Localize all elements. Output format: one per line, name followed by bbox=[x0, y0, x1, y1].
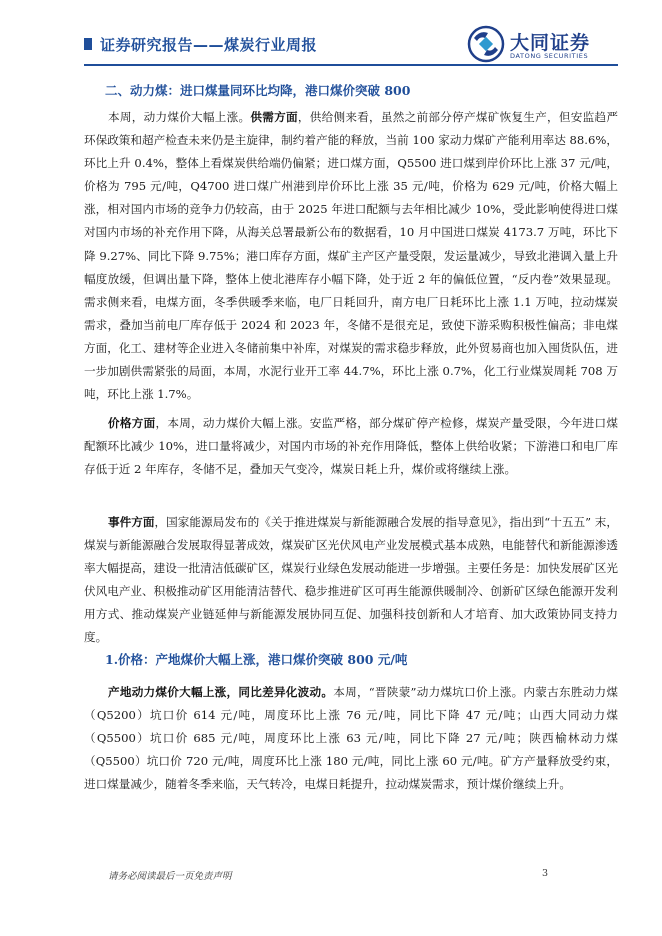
p3-keyword: 事件方面 bbox=[108, 515, 155, 529]
logo-subtitle: DATONG SECURITIES bbox=[510, 52, 589, 60]
p1-body: ，供给侧来看，虽然之前部分停产煤矿恢复生产，但安监趋严环保政策和超产检查未来仍是主旋律，制约着产能的释放，当前 100 家动力煤矿产能利用率达 88.6%，环比上升 0.4%，整体上看煤炭供给端仍偏紧；进口煤方面，Q5500 进口煤到岸价环比上涨 37 元/吨，价格为 795 元/吨，Q4700 进口煤广州港到岸价环比上涨 35 元/吨，价格为 629 元/吨，价格大幅上涨，相对国内市场的竞争力仍较高，由于 2025 年进口配额与去年相比减少 10%，受此影响使得进口煤对国内市场的补充作用下降，从海关总署最新公布的数据看，10 月中国进口煤炭 4173.7 万吨，环比下降 9.27%、同比下降 9.75%；港口库存方面，煤矿主产区产量受限，发运量减少，导致北港调入量上升幅度放缓，但调出量下降，整体上使北港库存小幅下降，处于近 2 年的偏低位置，“反内卷”效果显现。需求侧来看，电煤方面，冬季供暖季来临，电厂日耗回升，南方电厂日耗环比上涨 1.1 万吨，拉动煤炭需求，叠加当前电厂库存低于 2024 和 2023 年，冬储不是很充足，致使下游采购积极性偏高；非电煤方面，化工、建材等企业进入冬储前集中补库，对煤炭的需求稳步释放，此外贸易商也加入囤货队伍，进一步加剧供需紧张的局面，本周，水泥行业开工率 44.7%，环比上涨 0.7%，化工行业煤炭周耗 708 万吨，环比上涨 1.7%。 bbox=[84, 110, 618, 402]
p2-body: ，本周，动力煤价大幅上涨。安监严格，部分煤矿停产检修，煤炭产量受限，今年进口煤配额环比减少 10%，进口量将减少，对国内市场的补充作用降低，整体上供给收紧；下游港口和电厂库存低于近 2 年库存，冬储不足，叠加天气变冷，煤炭日耗上升，煤价或将继续上涨。 bbox=[84, 416, 618, 477]
p1-keyword: 供需方面 bbox=[250, 110, 298, 124]
p4-keyword: 产地动力煤价大幅上涨，同比差异化波动。 bbox=[108, 685, 334, 699]
page-header bbox=[0, 0, 662, 62]
subsection-heading: 1.价格：产地煤价大幅上涨，港口煤价突破 800 元/吨 bbox=[105, 652, 408, 667]
p1-lead: 本周，动力煤价大幅上涨。 bbox=[108, 110, 251, 124]
page-number: 3 bbox=[542, 868, 549, 879]
logo-name: 大同证券 bbox=[510, 32, 591, 54]
report-title: 证券研究报告——煤炭行业周报 bbox=[100, 36, 318, 54]
logo-mark-icon bbox=[466, 24, 506, 64]
paragraph-events bbox=[84, 511, 618, 650]
p3-body: ，国家能源局发布的《关于推进煤炭与新能源融合发展的指导意见》，指出到“十五五” 末，煤炭与新能源融合发展取得显著成效，煤炭矿区光伏风电产业发展模式基本成熟，电能替代和新能源渗透率大幅提高，建设一批清洁低碳矿区，煤炭行业绿色发展动能进一步增强。主要任务是：加快发展矿区光伏风电产业、积极推动矿区用能清洁替代、稳步推进矿区可再生能源供暖制冷、创新矿区绿色能源开发利用方式、推动煤炭产业链延伸与新能源发展协同互促、加强科技创新和人才培育、加大政策协同支持力度。 bbox=[84, 515, 618, 645]
paragraph-price bbox=[84, 412, 618, 481]
section-heading: 二、动力煤：进口煤量同环比均降，港口煤价突破 800 bbox=[105, 83, 411, 98]
header-divider bbox=[84, 64, 618, 66]
disclaimer-note: 请务必阅读最后一页免责声明 bbox=[108, 871, 232, 882]
paragraph-origin-prices bbox=[84, 681, 618, 796]
paragraph-supply-demand bbox=[84, 106, 618, 406]
p2-keyword: 价格方面 bbox=[108, 416, 156, 430]
company-logo bbox=[466, 24, 616, 64]
header-accent-bar bbox=[84, 38, 92, 50]
p4-body: 本周，“晋陕蒙”动力煤坑口价上涨。内蒙古东胜动力煤（Q5200）坑口价 614 元/吨，周度环比上涨 76 元/吨，同比下降 47 元/吨；山西大同动力煤（Q5500）坑口价 685 元/吨，周度环比上涨 63 元/吨，同比下降 27 元/吨；陕西榆林动力煤（Q5500）坑口价 720 元/吨，周度环比上涨 180 元/吨，同比上涨 60 元/吨。矿方产量释放受约束，进口煤量减少，随着冬季来临，天气转冷，电煤日耗提升，拉动煤炭需求，预计煤价继续上升。 bbox=[84, 685, 618, 792]
